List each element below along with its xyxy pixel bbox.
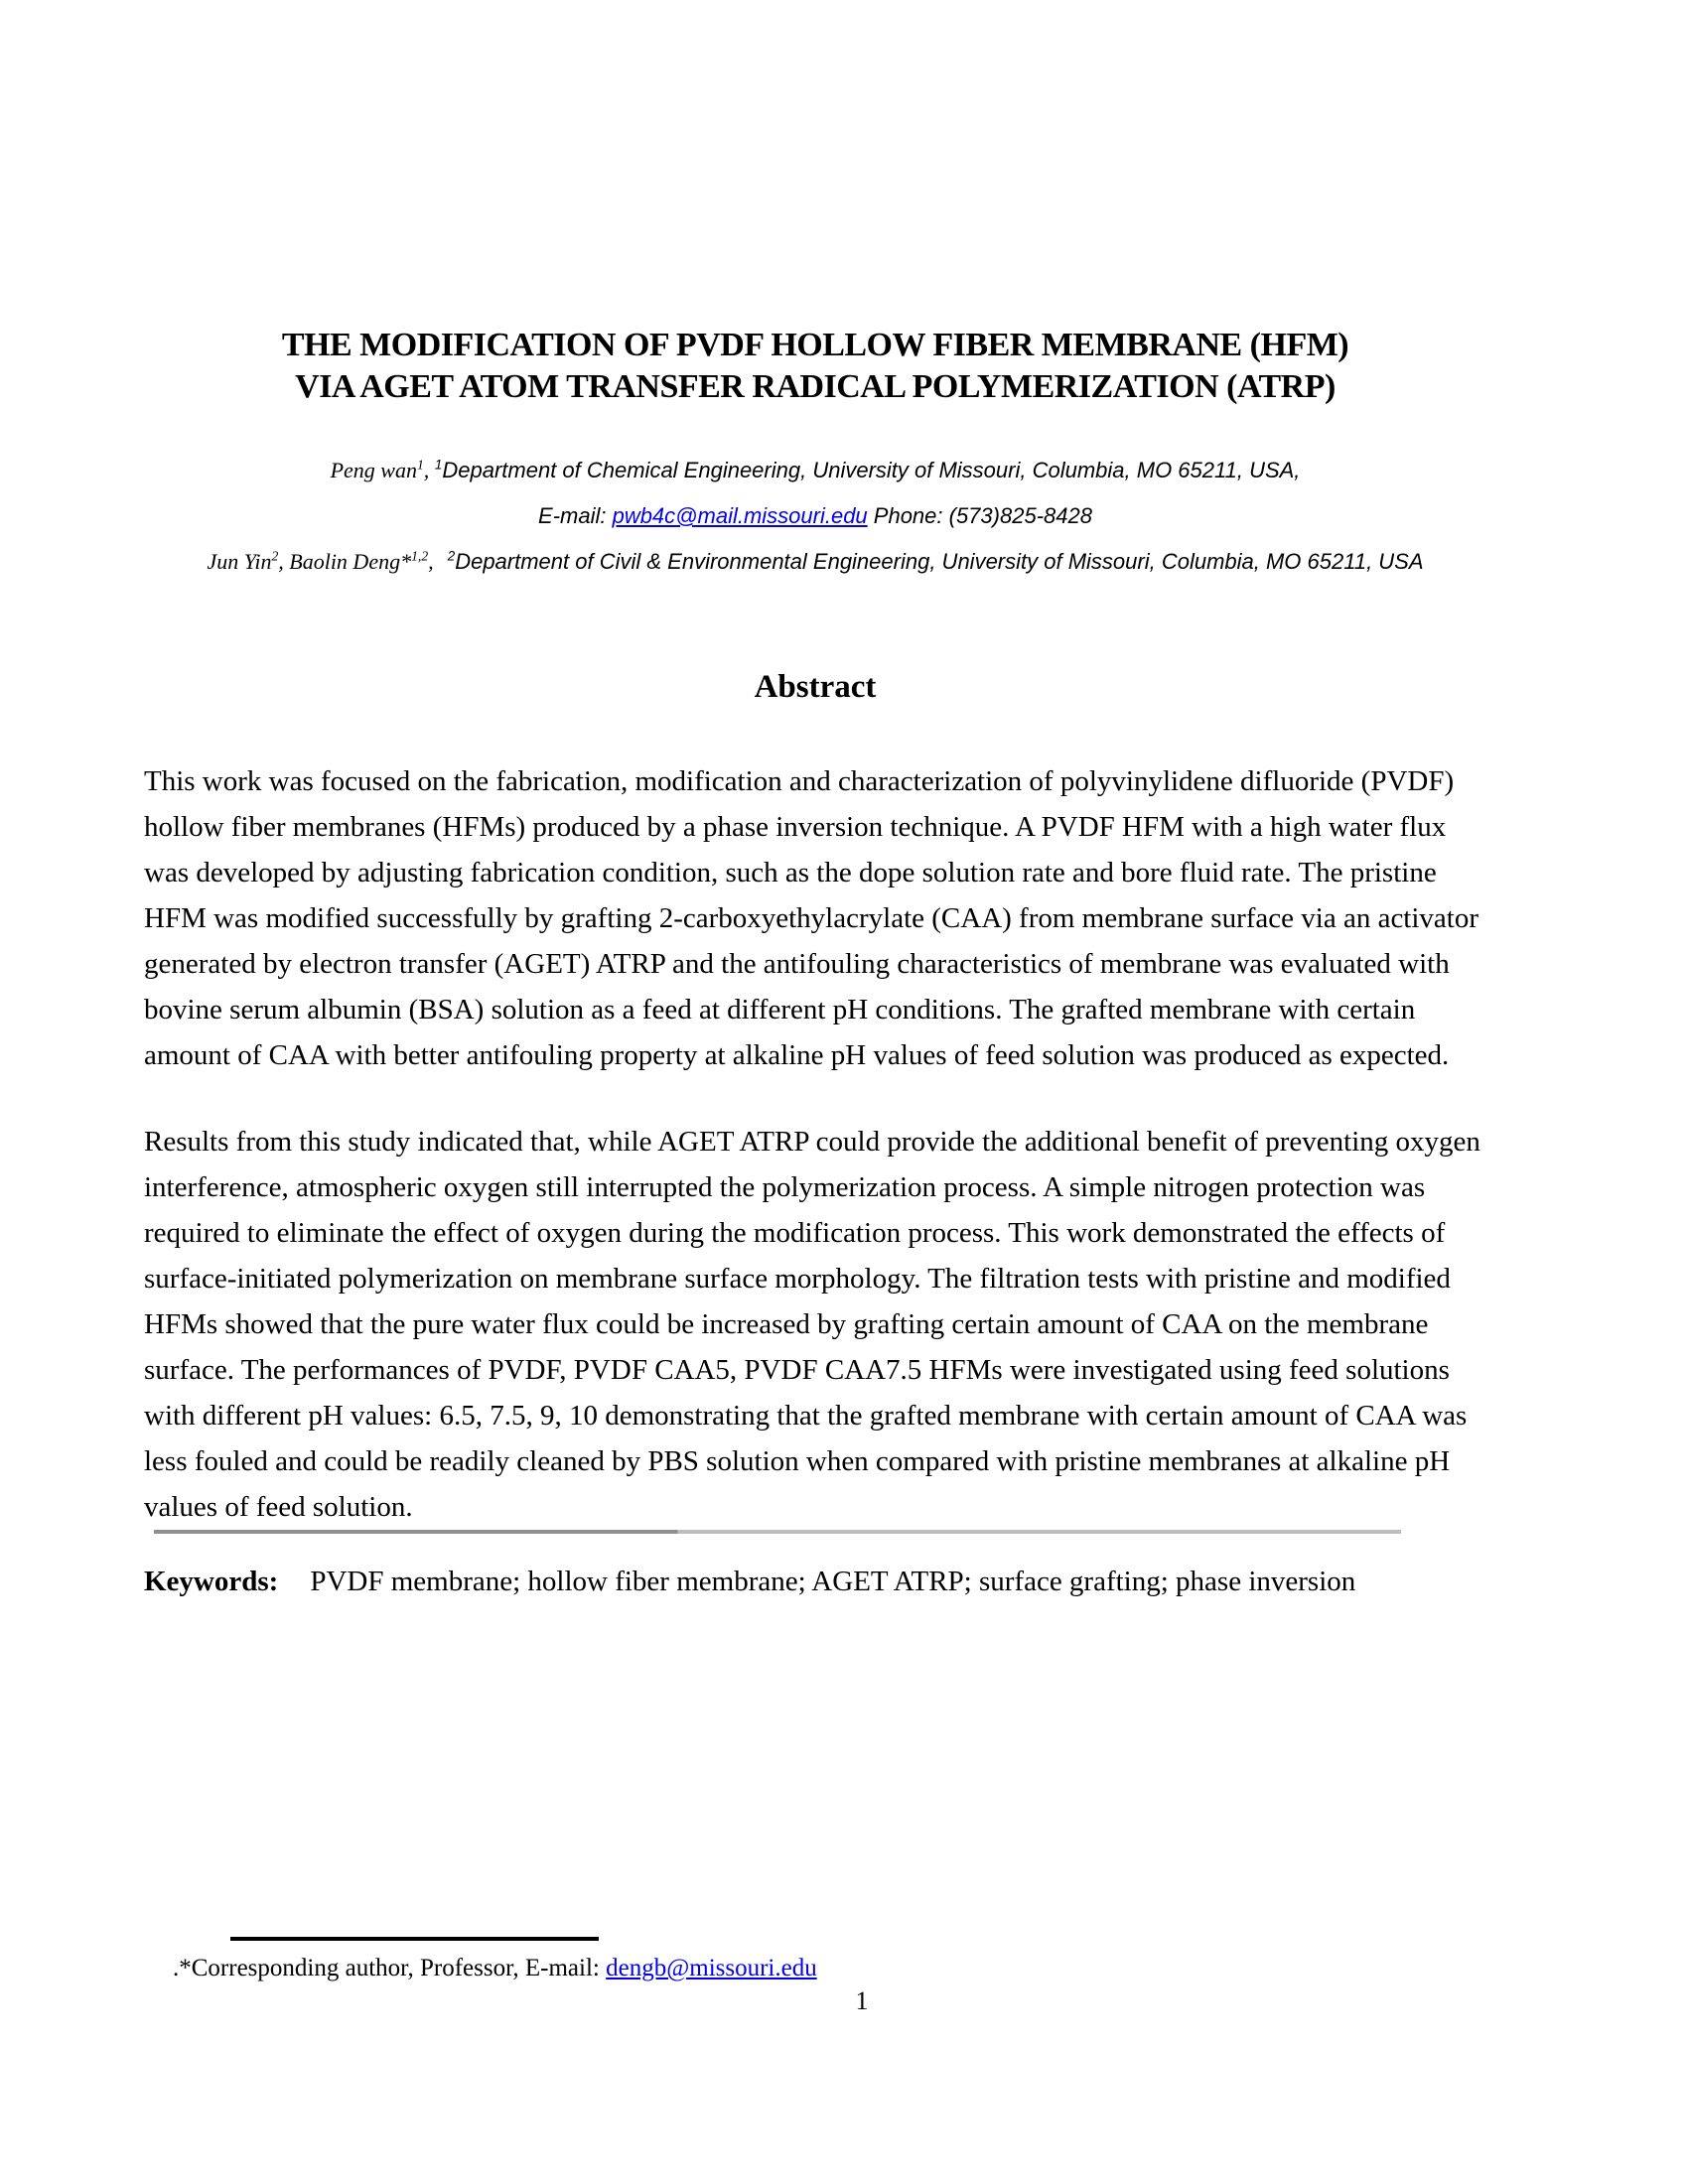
author-contact-line xyxy=(144,493,1486,539)
author-separator: , xyxy=(278,549,290,574)
author-superscript: 2 xyxy=(271,548,279,564)
author-separator: , xyxy=(428,549,434,574)
footnote-text xyxy=(173,1952,817,1985)
footnote-separator-rule xyxy=(230,1937,599,1941)
affiliation-superscript: 1 xyxy=(434,457,443,473)
phone-text: Phone: (573)825-8428 xyxy=(867,503,1092,528)
keywords-label: Keywords: xyxy=(144,1566,279,1597)
corresponding-author-note: .*Corresponding author, Professor, E-mail: xyxy=(173,1955,607,1981)
author-name: Jun Yin xyxy=(207,549,272,574)
affiliation-text: Department of Civil & Environmental Engineering, University of Missouri, Columbia, MO 65211, USA xyxy=(455,549,1424,574)
author-block xyxy=(144,408,1486,585)
author-separator: , xyxy=(423,458,435,482)
paper-title xyxy=(144,0,1486,408)
author-name: Peng wan xyxy=(330,458,417,482)
abstract-paragraph-1: This work was focused on the fabrication, modification and characterization of polyvinylidene difluoride (PVDF) hollow fiber membranes (HFMs) produced by a phase inversion technique. A PVDF HFM with a high water flux was developed by adjusting fabrication condition, such as the dope solution rate and bore fluid rate. The pristine HFM was modified successfully by grafting 2-carboxyethylacrylate (CAA) from membrane surface via an activator generated by electron transfer (AGET) ATRP and the antifouling characteristics of membrane was evaluated with bovine serum albumin (BSA) solution as a feed at different pH conditions. The grafted membrane with certain amount of CAA with better antifouling property at alkaline pH values of feed solution was produced as expected. xyxy=(144,765,1479,1071)
author-superscript: 1 xyxy=(416,457,424,473)
abstract-paragraph-2: Results from this study indicated that, while AGET ATRP could provide the additional benefit of preventing oxygen interference, atmospheric oxygen still interrupted the polymerization process. A simple nitrogen protection was required to eliminate the effect of oxygen during the modification process. This work demonstrated the effects of surface-initiated polymerization on membrane surface morphology. The filtration tests with pristine and modified HFMs showed that the pure water flux could be increased by grafting certain amount of CAA on the membrane surface. The performances of PVDF, PVDF CAA5, PVDF CAA7.5 HFMs were investigated using feed solutions with different pH values: 6.5, 7.5, 9, 10 demonstrating that the grafted membrane with certain amount of CAA was less fouled and could be readily cleaned by PBS solution when compared with pristine membranes at alkaline pH values of feed solution. xyxy=(144,1126,1480,1523)
keywords-text: PVDF membrane; hollow fiber membrane; AGET ATRP; surface grafting; phase inversion xyxy=(310,1566,1356,1597)
page-number: 1 xyxy=(855,1986,869,2015)
author-affiliation-1 xyxy=(144,448,1486,493)
corresponding-email-link[interactable]: dengb@missouri.edu xyxy=(606,1955,817,1981)
author-name: Baolin Deng* xyxy=(289,549,412,574)
author-affiliation-2 xyxy=(144,539,1486,585)
paper-content-column xyxy=(144,0,1486,1604)
author-email-link[interactable]: pwb4c@mail.missouri.edu xyxy=(612,503,868,528)
paper-title-line2: VIA AGET ATOM TRANSFER RADICAL POLYMERIZATION (ATRP) xyxy=(295,368,1336,405)
abstract-heading: Abstract xyxy=(754,669,877,705)
affiliation-superscript: 2 xyxy=(447,548,456,564)
email-label: E-mail: xyxy=(538,503,613,528)
keywords-line xyxy=(144,1534,1486,1604)
affiliation-text: Department of Chemical Engineering, University of Missouri, Columbia, MO 65211, USA, xyxy=(442,458,1301,482)
paper-title-line1: THE MODIFICATION OF PVDF HOLLOW FIBER MEMBRANE (HFM) xyxy=(281,327,1349,363)
author-superscript: 1,2 xyxy=(411,548,429,564)
